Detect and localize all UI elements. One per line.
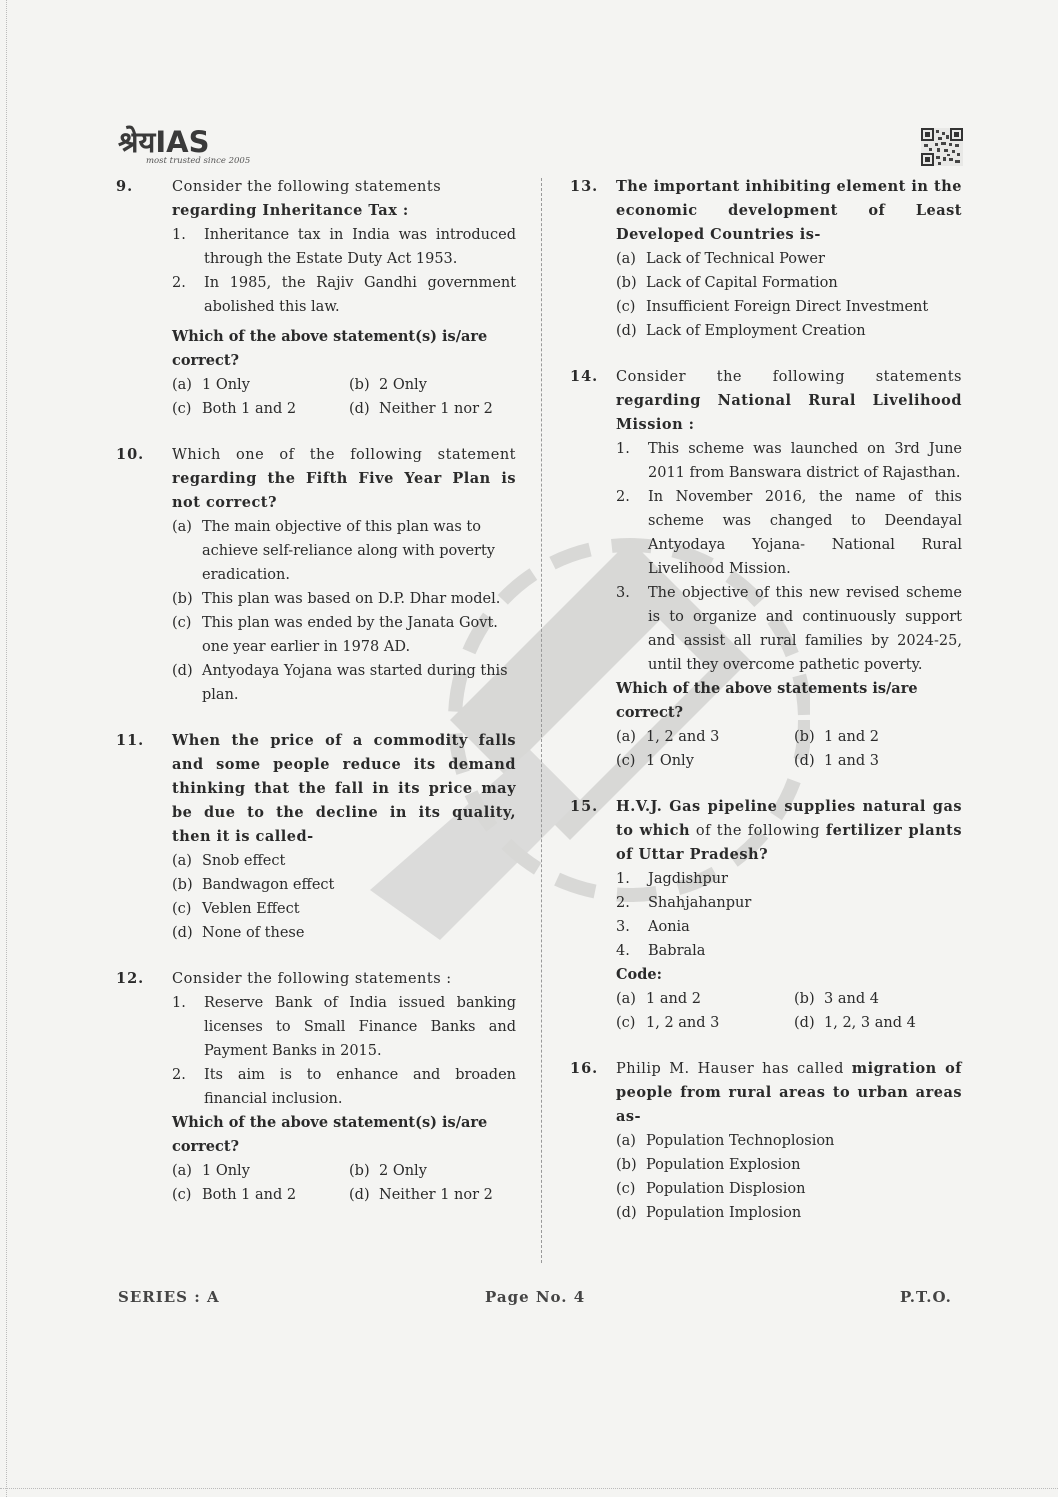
question-stem: The important inhibiting element in the economic development of Least Developed Countries is- <box>616 178 962 243</box>
question-12 <box>116 967 516 1207</box>
option-b[interactable] <box>172 587 516 611</box>
statement-number: 1. <box>172 227 186 243</box>
statement <box>172 991 516 1063</box>
option-text: 3 and 4 <box>824 991 879 1007</box>
right-column <box>570 175 962 1247</box>
option-b[interactable] <box>349 373 516 397</box>
question-9 <box>116 175 516 421</box>
logo-tagline: most trusted since 2005 <box>146 156 251 166</box>
option-label: (b) <box>172 591 193 607</box>
footer-series: SERIES : A <box>118 1288 220 1306</box>
option-label: (b) <box>794 729 815 745</box>
option-text: Lack of Employment Creation <box>646 323 866 339</box>
column-divider <box>541 178 542 1263</box>
option-text: 1 Only <box>202 1163 250 1179</box>
option-c[interactable] <box>172 611 516 659</box>
option-c[interactable] <box>172 397 339 421</box>
question-stem <box>616 1057 962 1129</box>
statement-text: In November 2016, the name of this scheme was changed to Deendayal Antyodaya Yojana- National Rural Livelihood Mission. <box>648 489 962 577</box>
question-11 <box>116 729 516 945</box>
question-16 <box>570 1057 962 1225</box>
statement-text: Inheritance tax in India was introduced through the Estate Duty Act 1953. <box>204 227 516 267</box>
statement <box>616 891 962 915</box>
question-prompt: Which of the above statement(s) is/are correct? <box>172 328 488 369</box>
question-13 <box>570 175 962 343</box>
option-text: Neither 1 nor 2 <box>379 401 493 417</box>
option-text: Both 1 and 2 <box>202 401 297 417</box>
option-label: (c) <box>616 753 636 769</box>
page-edge-bottom <box>0 1488 1058 1489</box>
option-a[interactable] <box>172 373 339 397</box>
option-a[interactable] <box>172 515 516 587</box>
statement-text: In 1985, the Rajiv Gandhi government abolished this law. <box>204 275 516 315</box>
statement-number: 3. <box>616 919 630 935</box>
option-b[interactable] <box>616 1153 962 1177</box>
option-label: (c) <box>172 1187 192 1203</box>
stem-bold-text: migration of people from rural areas to urban areas as- <box>616 1060 962 1125</box>
option-d[interactable] <box>172 659 516 707</box>
statement-text: This scheme was launched on 3rd June 2011 from Banswara district of Rajasthan. <box>648 441 962 481</box>
option-label: (b) <box>616 1157 637 1173</box>
statement <box>616 485 962 581</box>
option-text: 2 Only <box>379 377 427 393</box>
question-number: 16. <box>570 1060 599 1077</box>
option-a[interactable] <box>616 725 784 749</box>
question-number: 10. <box>116 446 145 463</box>
statement <box>616 581 962 677</box>
stem-bold-text: regarding National Rural Livelihood Mission : <box>616 392 962 433</box>
option-text: Lack of Technical Power <box>646 251 825 267</box>
option-b[interactable] <box>172 873 516 897</box>
option-text: This plan was ended by the Janata Govt. one year earlier in 1978 AD. <box>202 615 498 655</box>
option-c[interactable] <box>616 1011 784 1035</box>
options-grid <box>172 1159 516 1207</box>
option-c[interactable] <box>616 749 784 773</box>
option-label: (d) <box>794 1015 815 1031</box>
options-grid <box>616 725 962 773</box>
option-text: Bandwagon effect <box>202 877 335 893</box>
footer-pto: P.T.O. <box>900 1288 952 1306</box>
statement <box>616 939 962 963</box>
statement-text: Its aim is to enhance and broaden financial inclusion. <box>204 1067 516 1107</box>
page-edge-left <box>6 0 7 1497</box>
stem-text: Consider the following statements <box>616 369 962 385</box>
statement-number: 2. <box>172 275 186 291</box>
option-d[interactable] <box>616 1201 962 1225</box>
option-text: 1, 2, 3 and 4 <box>824 1015 916 1031</box>
option-text: The main objective of this plan was to achieve self-reliance along with poverty eradication. <box>202 519 495 583</box>
stem-bold-text: H.V.J. Gas pipeline supplies natural gas to which <box>616 798 962 839</box>
shreya-ias-logo <box>118 126 278 174</box>
option-d[interactable] <box>794 1011 962 1035</box>
question-prompt: Which of the above statement(s) is/are correct? <box>172 1114 488 1155</box>
option-label: (d) <box>794 753 815 769</box>
option-text: 1 Only <box>646 753 694 769</box>
option-label: (a) <box>172 1163 192 1179</box>
options-grid <box>616 987 962 1035</box>
option-label: (a) <box>616 991 636 1007</box>
option-label: (a) <box>172 377 192 393</box>
option-a[interactable] <box>172 849 516 873</box>
option-text: Veblen Effect <box>202 901 300 917</box>
option-text: 1 and 2 <box>824 729 879 745</box>
code-label: Code: <box>616 966 662 983</box>
statement <box>172 223 516 271</box>
option-text: 2 Only <box>379 1163 427 1179</box>
statement <box>616 437 962 485</box>
option-d[interactable] <box>616 319 962 343</box>
option-text: 1 and 2 <box>646 991 701 1007</box>
question-prompt: Which of the above statements is/are correct? <box>616 680 918 721</box>
question-stem <box>616 365 962 437</box>
option-text: None of these <box>202 925 305 941</box>
question-stem <box>172 175 516 223</box>
option-b[interactable] <box>616 271 962 295</box>
option-d[interactable] <box>794 749 962 773</box>
option-label: (a) <box>616 1133 636 1149</box>
option-a[interactable] <box>616 247 962 271</box>
option-text: Neither 1 nor 2 <box>379 1187 493 1203</box>
option-a[interactable] <box>616 987 784 1011</box>
option-text: 1, 2 and 3 <box>646 729 720 745</box>
option-text: 1 and 3 <box>824 753 879 769</box>
stem-bold-text: regarding Inheritance Tax : <box>172 202 409 219</box>
option-b[interactable] <box>794 725 962 749</box>
option-text: This plan was based on D.P. Dhar model. <box>202 591 501 607</box>
stem-bold-text: regarding the Fifth Five Year Plan is not correct? <box>172 470 516 511</box>
stem-text: Consider the following statements <box>172 179 442 195</box>
statement-number: 1. <box>616 871 630 887</box>
stem-text: Philip M. Hauser has called <box>616 1061 852 1077</box>
left-column <box>116 175 516 1229</box>
option-text: Both 1 and 2 <box>202 1187 297 1203</box>
question-number: 12. <box>116 970 145 987</box>
option-text: 1, 2 and 3 <box>646 1015 720 1031</box>
option-label: (c) <box>172 901 192 917</box>
option-a[interactable] <box>616 1129 962 1153</box>
question-number: 11. <box>116 732 145 749</box>
statement-text: Shahjahanpur <box>648 895 752 911</box>
option-text: Antyodaya Yojana was started during this plan. <box>202 663 508 703</box>
option-label: (b) <box>349 1163 370 1179</box>
option-label: (c) <box>616 1015 636 1031</box>
option-label: (c) <box>616 1181 636 1197</box>
option-label: (d) <box>172 925 193 941</box>
statement-number: 1. <box>172 995 186 1011</box>
option-label: (b) <box>616 275 637 291</box>
option-label: (d) <box>349 401 370 417</box>
statement-number: 3. <box>616 585 630 601</box>
option-label: (c) <box>172 615 192 631</box>
logo-text: श्रेयIAS <box>118 125 210 159</box>
question-stem <box>172 443 516 515</box>
option-text: Population Technoplosion <box>646 1133 835 1149</box>
question-number: 13. <box>570 178 599 195</box>
stem-text: of the following <box>690 823 826 839</box>
option-text: Snob effect <box>202 853 286 869</box>
question-number: 14. <box>570 368 599 385</box>
option-d[interactable] <box>172 921 516 945</box>
statement-number: 2. <box>172 1067 186 1083</box>
statement-text: Aonia <box>648 919 690 935</box>
option-b[interactable] <box>349 1159 516 1183</box>
option-d[interactable] <box>349 1183 516 1207</box>
question-number: 9. <box>116 178 134 195</box>
option-c[interactable] <box>616 295 962 319</box>
statement-number: 2. <box>616 489 630 505</box>
question-15 <box>570 795 962 1035</box>
option-label: (b) <box>172 877 193 893</box>
question-number: 15. <box>570 798 599 815</box>
option-label: (d) <box>349 1187 370 1203</box>
stem-text: Which one of the following statement <box>172 447 516 463</box>
option-label: (c) <box>616 299 636 315</box>
option-label: (c) <box>172 401 192 417</box>
option-label: (b) <box>794 991 815 1007</box>
statement <box>172 271 516 319</box>
statement-text: Jagdishpur <box>648 871 728 887</box>
option-label: (a) <box>616 729 636 745</box>
statement <box>616 915 962 939</box>
statement <box>172 1063 516 1111</box>
option-label: (d) <box>616 1205 637 1221</box>
option-label: (a) <box>172 853 192 869</box>
option-label: (a) <box>172 519 192 535</box>
statement-number: 4. <box>616 943 630 959</box>
options-grid <box>172 373 516 421</box>
option-text: Population Explosion <box>646 1157 801 1173</box>
option-label: (b) <box>349 377 370 393</box>
stem-bold-text: fertilizer plants of Uttar Pradesh? <box>616 822 962 863</box>
statement-number: 1. <box>616 441 630 457</box>
option-d[interactable] <box>349 397 516 421</box>
question-10 <box>116 443 516 707</box>
statement-number: 2. <box>616 895 630 911</box>
option-c[interactable] <box>172 1183 339 1207</box>
footer-page-number: Page No. 4 <box>485 1288 586 1306</box>
option-label: (a) <box>616 251 636 267</box>
question-14 <box>570 365 962 773</box>
qr-code-icon <box>921 128 963 166</box>
option-text: Population Implosion <box>646 1205 802 1221</box>
statement-text: Babrala <box>648 943 706 959</box>
option-label: (d) <box>616 323 637 339</box>
option-text: Population Displosion <box>646 1181 806 1197</box>
option-c[interactable] <box>616 1177 962 1201</box>
statement <box>616 867 962 891</box>
question-stem: Consider the following statements : <box>172 971 452 987</box>
option-a[interactable] <box>172 1159 339 1183</box>
statement-text: Reserve Bank of India issued banking licenses to Small Finance Banks and Payment Banks in 2015. <box>204 995 516 1059</box>
option-text: Lack of Capital Formation <box>646 275 838 291</box>
question-stem <box>616 795 962 867</box>
option-text: 1 Only <box>202 377 250 393</box>
statement-text: The objective of this new revised scheme is to organize and continuously support and assist all rural families by 2024-25, until they overcome pathetic poverty. <box>648 585 962 673</box>
option-text: Insufficient Foreign Direct Investment <box>646 299 929 315</box>
question-stem: When the price of a commodity falls and some people reduce its demand thinking that the fall in its price may be due to the decline in its quality, then it is called- <box>172 732 516 845</box>
option-label: (d) <box>172 663 193 679</box>
option-b[interactable] <box>794 987 962 1011</box>
option-c[interactable] <box>172 897 516 921</box>
